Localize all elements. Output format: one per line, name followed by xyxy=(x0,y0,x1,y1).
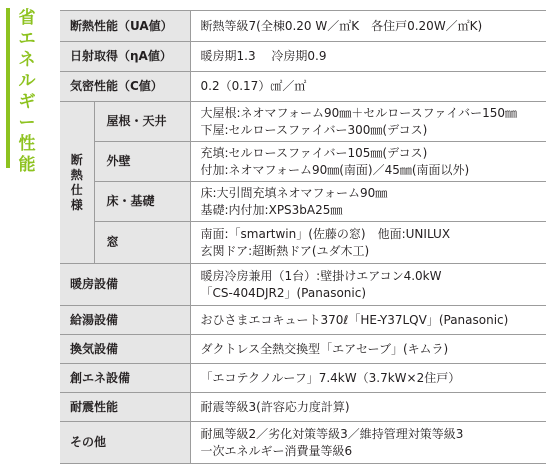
row-label: その他 xyxy=(60,422,190,464)
row-value: 南面:「smartwin」(佐藤の窓) 他面:UNILUX 玄関ドア:超断熱ドア(ユダ木工) xyxy=(190,222,546,264)
table-row xyxy=(60,142,546,182)
table-row xyxy=(60,393,546,422)
row-value: 暖房期1.3 冷房期0.9 xyxy=(190,42,546,72)
row-label: 創エネ設備 xyxy=(60,364,190,393)
section-title xyxy=(16,8,38,176)
table-row xyxy=(60,335,546,364)
table-row xyxy=(60,72,546,102)
side-accent-bar xyxy=(6,8,10,168)
row-value: 耐震等級3(許容応力度計算) xyxy=(190,393,546,422)
table-row xyxy=(60,11,546,42)
row-label: 換気設備 xyxy=(60,335,190,364)
row-label: 窓 xyxy=(94,222,190,264)
row-value: 充填:セルロースファイバー105㎜(デコス) 付加:ネオマフォーム90㎜(南面)／45㎜(南面以外) xyxy=(190,142,546,182)
spec-table xyxy=(60,10,546,464)
row-label: 耐震性能 xyxy=(60,393,190,422)
section-title-char: 能 xyxy=(18,155,36,175)
row-label: 給湯設備 xyxy=(60,306,190,335)
section-title-char: ル xyxy=(18,71,36,91)
row-label: 外壁 xyxy=(94,142,190,182)
section-title-char: ネ xyxy=(18,50,36,70)
row-value: 暖房冷房兼用（1台）:壁掛けエアコン4.0kW 「CS-404DJR2」(Panasonic) xyxy=(190,264,546,306)
row-label: 暖房設備 xyxy=(60,264,190,306)
row-value: 大屋根:ネオマフォーム90㎜＋セルロースファイバー150㎜ 下屋:セルロースファイバー300㎜(デコス) xyxy=(190,102,546,142)
row-label: 断熱性能（UA値） xyxy=(60,11,190,42)
row-value: 「エコテクノルーフ」7.4kW（3.7kW×2住戸） xyxy=(190,364,546,393)
row-value: 床:大引間充填ネオマフォーム90㎜ 基礎:内付加:XPS3bA25㎜ xyxy=(190,182,546,222)
row-label: 気密性能（C値） xyxy=(60,72,190,102)
table-row xyxy=(60,264,546,306)
table-row xyxy=(60,42,546,72)
table-row xyxy=(60,182,546,222)
row-value: おひさまエコキュート370ℓ「HE-Y37LQV」(Panasonic) xyxy=(190,306,546,335)
row-label: 屋根・天井 xyxy=(94,102,190,142)
section-title-char: 省 xyxy=(18,8,36,28)
insulation-group-label: 断 熱 仕 様 xyxy=(60,102,94,264)
row-value: 0.2（0.17）㎠／㎡ xyxy=(190,72,546,102)
row-value: 耐風等級2／劣化対策等級3／維持管理対策等級3 一次エネルギー消費量等級6 xyxy=(190,422,546,464)
table-row xyxy=(60,102,546,142)
section-title-char: 性 xyxy=(18,134,36,154)
row-label: 床・基礎 xyxy=(94,182,190,222)
table-row xyxy=(60,422,546,464)
section-title-char: ー xyxy=(18,113,36,133)
table-row xyxy=(60,364,546,393)
section-title-char: ギ xyxy=(18,92,36,112)
table-row xyxy=(60,306,546,335)
row-value: ダクトレス全熱交換型「エアセーブ」(キムラ) xyxy=(190,335,546,364)
row-label: 日射取得（ηA値） xyxy=(60,42,190,72)
table-row xyxy=(60,222,546,264)
row-value: 断熱等級7(全棟0.20 W／㎡K 各住戸0.20W／㎡K) xyxy=(190,11,546,42)
section-title-char: エ xyxy=(18,29,36,49)
